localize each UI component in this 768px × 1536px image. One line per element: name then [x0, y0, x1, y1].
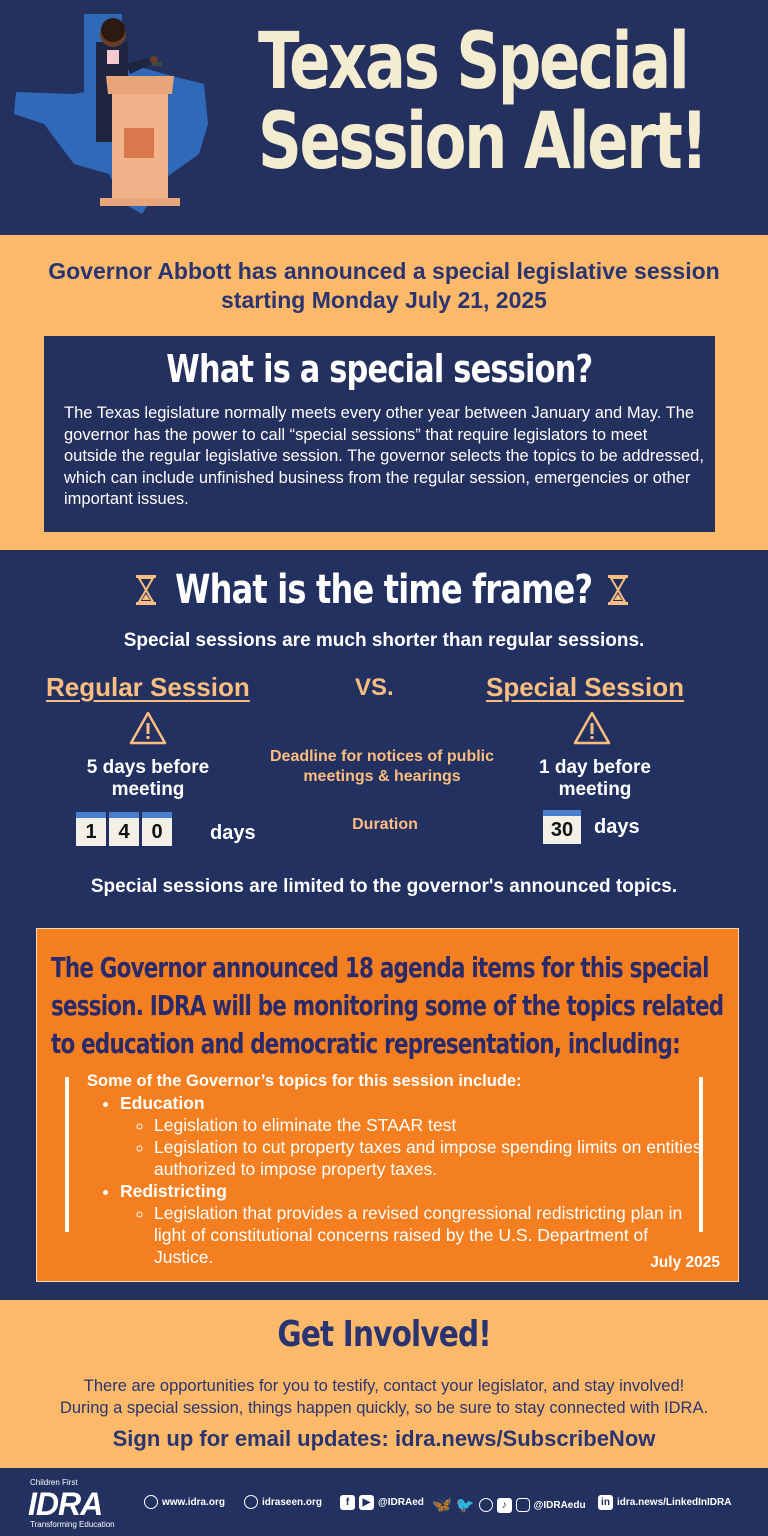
timeframe-title: What is the time frame?	[175, 567, 593, 613]
counter-digit: 4	[109, 812, 139, 846]
list-item: ◦ Legislation that provides a revised congressional redistricting plan in light of constitutional concerns raised by the U.S. Department of Justice.	[154, 1202, 707, 1268]
body-line: During a special session, things happen quickly, so be sure to stay connected with IDRA.	[59, 1399, 709, 1417]
header	[0, 0, 768, 235]
category-redistricting: Redistricting	[120, 1181, 227, 1201]
website-link[interactable]: www.idra.org	[144, 1495, 225, 1509]
globe-icon	[244, 1495, 258, 1509]
vs-label: VS.	[355, 674, 394, 701]
page-title: Texas Special Session Alert!	[258, 17, 706, 187]
warning-icon	[573, 710, 611, 746]
globe-icon	[144, 1495, 158, 1509]
announcement: Governor Abbott has announced a special legislative session starting Monday July 21, 2025	[48, 258, 720, 313]
youtube-icon: ▶	[359, 1495, 374, 1510]
regular-notice: 5 days before meeting	[86, 757, 210, 800]
linkedin-link[interactable]: in idra.news/LinkedInIDRA	[598, 1495, 731, 1510]
timeframe-section	[0, 550, 768, 925]
special-duration-counter	[543, 810, 581, 844]
logo-tagline-bottom: Transforming Education	[30, 1520, 115, 1529]
timeframe-subtitle: Special sessions are much shorter than regular sessions.	[123, 630, 645, 651]
regular-days-label: days	[210, 822, 256, 844]
threads-icon	[479, 1498, 493, 1512]
counter-digit: 1	[76, 812, 106, 846]
special-days-label: days	[594, 816, 640, 838]
timeframe-footer: Special sessions are limited to the governor's announced topics.	[90, 876, 678, 897]
linkedin-icon: in	[598, 1495, 613, 1510]
regular-duration-counter	[76, 812, 172, 846]
list-item: ◦ Legislation to cut property taxes and impose spending limits on entities authorized to impose property taxes.	[154, 1136, 707, 1180]
what-is-title: What is a special session?	[166, 347, 593, 391]
notice-caption: Deadline for notices of public meetings & hearings	[269, 748, 495, 785]
counter-digit: 30	[543, 810, 581, 844]
idra-logo[interactable]: IDRA	[28, 1486, 103, 1522]
special-notice: 1 day before meeting	[539, 757, 651, 800]
get-involved-body	[10, 1375, 758, 1419]
idraseen-link[interactable]: idraseen.org	[244, 1495, 322, 1509]
category-education: Education	[120, 1093, 205, 1113]
social-idraedu[interactable]: 🦋 🐦 ♪ @IDRAedu	[432, 1497, 586, 1514]
get-involved-title: Get Involved!	[277, 1314, 491, 1355]
list-item	[120, 1180, 707, 1268]
tiktok-icon: ♪	[497, 1498, 512, 1513]
regular-session-label: Regular Session	[46, 672, 250, 702]
counter-digit: 0	[142, 812, 172, 846]
agenda-list	[87, 1070, 707, 1268]
twitter-icon: 🐦	[455, 1497, 475, 1514]
footer	[0, 1468, 768, 1536]
duration-caption: Duration	[352, 816, 418, 833]
instagram-icon	[516, 1498, 530, 1512]
publication-date: July 2025	[650, 1254, 720, 1271]
list-item	[120, 1092, 707, 1180]
what-is-body: The Texas legislature normally meets every other year between January and May. The governor has the power to call “special sessions” that require legislators to meet outside the regular legislative session. The governor selects the topics to be addressed, which can include unfinished business from the regular session, emergencies or other important issues.	[64, 404, 704, 508]
agenda-heading: The Governor announced 18 agenda items for this special session. IDRA will be monitoring some of the topics related to education and democratic representation, including:	[51, 952, 724, 1060]
special-session-label: Special Session	[486, 672, 684, 702]
get-involved-section	[0, 1300, 768, 1468]
agenda-intro: Some of the Governor’s topics for this session include:	[87, 1072, 522, 1090]
list-item: ◦ Legislation to eliminate the STAAR test	[154, 1114, 707, 1136]
warning-icon	[129, 710, 167, 746]
subscribe-link[interactable]: Sign up for email updates: idra.news/SubscribeNow	[112, 1426, 656, 1451]
hourglass-icon	[607, 574, 629, 606]
social-idraed[interactable]: f ▶ @IDRAed	[340, 1495, 424, 1510]
logo-tagline-top: Children First	[30, 1478, 78, 1487]
agenda-box	[36, 928, 739, 1282]
texas-podium-illustration	[14, 14, 214, 214]
bluesky-icon: 🦋	[432, 1497, 452, 1514]
agenda-section	[0, 925, 768, 1300]
what-is-box	[44, 336, 715, 532]
body-line: There are opportunities for you to testify, contact your legislator, and stay involved!	[83, 1377, 685, 1395]
intro-section	[0, 235, 768, 550]
bracket-left	[65, 1077, 69, 1232]
facebook-icon: f	[340, 1495, 355, 1510]
